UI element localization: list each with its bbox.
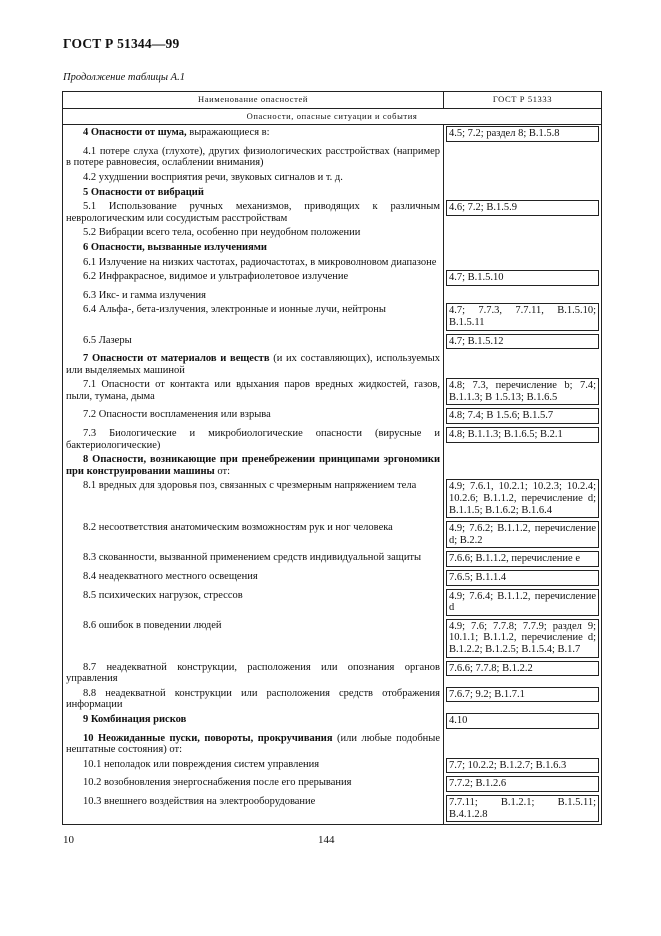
hazard-item-row (63, 269, 602, 288)
hazard-name-cell (63, 426, 444, 452)
standard-ref-cell (444, 520, 602, 550)
standard-ref-text: 4.8; 7.4; В 1.5.6; В.1.5.7 (446, 408, 599, 424)
hazard-item-text: 6.2 Инфракрасное, видимое и ультрафиолетовое излучение (83, 271, 349, 283)
standard-ref-text: 7.7.11; В.1.2.1; В.1.5.11; В.4.1.2.8 (446, 795, 599, 822)
hazard-item-row (63, 520, 602, 550)
standard-ref-text: 4.9; 7.6; 7.7.8; 7.7.9; раздел 9; 10.1.1; В.1.1.2, перечисление d; В.1.2.2; В.1.2.5; В.1.5.4; В.1.7 (446, 619, 599, 658)
hazard-group-row (63, 351, 602, 377)
hazard-name-cell (63, 144, 444, 170)
standard-ref-text: 4.7; 7.7.3, 7.7.11, В.1.5.10; В.1.5.11 (446, 303, 599, 330)
hazard-item-text: 10.1 неполадок или повреждения систем управления (83, 758, 320, 770)
column-header-hazard-name: Наименование опасностей (63, 92, 444, 109)
document-id: ГОСТ Р 51344—99 (63, 36, 180, 51)
standard-ref-cell (444, 569, 602, 588)
standard-ref-cell (444, 452, 602, 478)
hazard-item-text: 4.1 потере слуха (глухоте), других физиологических расстройствах (например в потере равновесия, ослаблении внимания) (66, 145, 440, 169)
hazard-name-cell (63, 757, 444, 776)
hazard-name-cell (63, 333, 444, 352)
hazard-group-row (63, 731, 602, 757)
hazard-item-row (63, 407, 602, 426)
hazard-name-cell (63, 240, 444, 255)
hazard-item-text: 7.3 Биологические и микробиологические опасности (вирусные и бактериологические) (66, 428, 440, 451)
hazard-name-cell (63, 686, 444, 712)
table-continuation-caption: Продолжение таблицы А.1 (63, 72, 185, 83)
hazard-group-row (63, 712, 602, 731)
hazard-group-title: 4 Опасности от шума, (83, 127, 187, 139)
hazard-item-text: 8.5 психических нагрузок, стрессов (83, 589, 243, 601)
hazard-group-row (63, 125, 602, 144)
standard-ref-cell (444, 550, 602, 569)
hazard-item-row (63, 144, 602, 170)
hazard-item-row (63, 478, 602, 520)
hazard-name-cell (63, 125, 444, 144)
standard-ref-cell (444, 351, 602, 377)
hazard-item-row (63, 426, 602, 452)
standard-ref-cell (444, 426, 602, 452)
hazard-name-cell (63, 588, 444, 618)
hazard-name-cell (63, 225, 444, 240)
hazard-item-text: 6.4 Альфа-, бета-излучения, электронные и ионные лучи, нейтроны (83, 304, 386, 316)
standard-ref-cell (444, 185, 602, 200)
standard-ref-cell (444, 240, 602, 255)
hazard-group-suffix: (или любые подобные нештатные состояния) от: (66, 732, 441, 756)
hazard-group-title: 5 Опасности от вибраций (83, 186, 204, 198)
hazard-name-cell (63, 199, 444, 225)
standard-ref-text: 4.9; 7.6.1, 10.2.1; 10.2.3; 10.2.4; 10.2.6; В.1.1.2, перечисление d; В.1.1.5; В.1.6.2; В.1.6.4 (446, 479, 599, 518)
standard-ref-cell (444, 199, 602, 225)
hazard-name-cell (63, 794, 444, 825)
standard-ref-text: 4.8; В.1.1.3; В.1.6.5; В.2.1 (446, 427, 599, 443)
hazard-name-cell (63, 407, 444, 426)
hazard-item-row (63, 550, 602, 569)
standard-ref-cell (444, 712, 602, 731)
table-body (63, 125, 602, 825)
standard-ref-cell (444, 170, 602, 185)
hazard-item-text: 5.2 Вибрации всего тела, особенно при неудобном положении (83, 227, 361, 239)
hazard-item-row (63, 255, 602, 270)
hazard-name-cell (63, 185, 444, 200)
hazard-item-text: 5.1 Использование ручных механизмов, приводящих к различным неврологическим или сосудистым расстройствам (66, 201, 440, 224)
hazard-item-text: 8.4 неадекватного местного освещения (83, 571, 258, 582)
standard-ref-cell (444, 731, 602, 757)
hazard-item-text: 4.2 ухудшении восприятия речи, звуковых сигналов и т. д. (83, 171, 343, 183)
hazard-item-text: 8.7 неадекватной конструкции, расположения или опознания органов управления (66, 661, 440, 685)
hazard-name-cell (63, 302, 444, 332)
hazard-item-text: 6.5 Лазеры (83, 334, 132, 346)
column-header-standard-ref: ГОСТ Р 51333 (444, 92, 602, 109)
hazard-group-row (63, 240, 602, 255)
standard-ref-cell (444, 269, 602, 288)
standard-ref-cell (444, 588, 602, 618)
hazard-group-row (63, 185, 602, 200)
hazard-item-text: 8.3 скованности, вызванной применением средств индивидуальной защиты (83, 552, 422, 564)
hazard-group-row (63, 452, 602, 478)
standard-ref-cell (444, 144, 602, 170)
hazard-item-text: 8.6 ошибок в поведении людей (83, 619, 222, 631)
hazard-item-row (63, 775, 602, 794)
hazard-item-row (63, 288, 602, 303)
standard-ref-text: 7.7.2; В.1.2.6 (446, 776, 599, 792)
standard-ref-cell (444, 288, 602, 303)
hazard-item-row (63, 170, 602, 185)
standard-ref-text: 7.6.5; В.1.1.4 (446, 570, 599, 586)
hazard-name-cell (63, 569, 444, 588)
hazard-item-text: 8.2 несоответствия анатомическим возможностям рук и ног человека (83, 522, 393, 534)
standard-ref-text: 4.6; 7.2; В.1.5.9 (446, 200, 599, 216)
hazard-name-cell (63, 478, 444, 520)
hazard-item-row (63, 333, 602, 352)
hazard-item-row (63, 757, 602, 776)
hazard-group-title: 9 Комбинация рисков (83, 713, 187, 725)
hazard-group-suffix: выражающиеся в: (186, 127, 270, 139)
hazard-name-cell (63, 452, 444, 478)
standard-ref-text: 4.7; В.1.5.12 (446, 334, 599, 350)
hazard-item-row (63, 199, 602, 225)
standard-ref-cell (444, 794, 602, 825)
standard-ref-text: 4.5; 7.2; раздел 8; В.1.5.8 (446, 126, 599, 142)
hazard-item-text: 7.2 Опасности воспламенения или взрыва (83, 409, 271, 421)
hazard-item-row (63, 225, 602, 240)
hazard-name-cell (63, 377, 444, 407)
standard-ref-cell (444, 377, 602, 407)
standard-ref-cell (444, 225, 602, 240)
hazard-item-row (63, 377, 602, 407)
standard-ref-text: 7.7; 10.2.2; В.1.2.7; В.1.6.3 (446, 758, 599, 774)
hazard-name-cell (63, 618, 444, 660)
hazard-name-cell (63, 351, 444, 377)
standard-ref-text: 4.8; 7.3, перечисление b; 7.4; В.1.1.3; В 1.5.13; В.1.6.5 (446, 378, 599, 405)
standard-ref-text: 7.6.6; В.1.1.2, перечисление е (446, 551, 599, 567)
hazard-name-cell (63, 170, 444, 185)
hazard-name-cell (63, 288, 444, 303)
standard-ref-cell (444, 775, 602, 794)
standard-ref-cell (444, 660, 602, 686)
hazard-item-row (63, 660, 602, 686)
hazard-item-row (63, 302, 602, 332)
hazard-item-row (63, 618, 602, 660)
hazard-item-text: 6.1 Излучение на низких частотах, радиочастотах, в микроволновом диапазоне (83, 256, 437, 268)
standard-ref-cell (444, 302, 602, 332)
category-header: Опасности, опасные ситуации и события (63, 108, 602, 125)
standard-ref-cell (444, 686, 602, 712)
hazard-item-row (63, 794, 602, 825)
standard-ref-cell (444, 478, 602, 520)
hazard-item-text: 6.3 Икс- и гамма излучения (83, 289, 206, 301)
hazard-item-text: 8.8 неадекватной конструкции или расположения средств отображения информации (66, 687, 440, 711)
hazard-item-row (63, 569, 602, 588)
hazard-group-title: 6 Опасности, вызванные излучениями (83, 241, 267, 253)
standard-ref-text: 7.6.7; 9.2; В.1.7.1 (446, 687, 599, 703)
hazard-name-cell (63, 660, 444, 686)
hazard-group-title: 8 Опасности, возникающие при пренебрежении принципами эргономики при конструировании машины (66, 454, 440, 477)
hazard-item-text: 10.3 внешнего воздействия на электрооборудование (83, 795, 316, 807)
hazard-name-cell (63, 255, 444, 270)
hazard-group-title: 10 Неожиданные пуски, повороты, прокручивания (83, 732, 333, 744)
hazard-group-suffix: (и их составляющих), используемых или выделяемых машиной (66, 353, 440, 376)
standard-ref-text: 4.9; 7.6.4; В.1.1.2, перечисление d (446, 589, 599, 616)
hazard-item-row (63, 588, 602, 618)
hazard-item-text: 8.1 вредных для здоровья поз, связанных с чрезмерным напряжением тела (83, 480, 417, 492)
standard-ref-cell (444, 255, 602, 270)
standard-ref-cell (444, 757, 602, 776)
standard-ref-text: 4.10 (446, 713, 599, 729)
hazard-name-cell (63, 520, 444, 550)
standard-ref-cell (444, 125, 602, 144)
hazard-name-cell (63, 269, 444, 288)
standard-ref-text: 4.9; 7.6.2; В.1.1.2, перечисление d; В.2.2 (446, 521, 599, 548)
standard-ref-cell (444, 618, 602, 660)
hazard-item-row (63, 686, 602, 712)
standard-ref-text: 4.7; В.1.5.10 (446, 270, 599, 286)
hazard-group-suffix: от: (214, 465, 230, 477)
sheet-number: 144 (318, 834, 335, 846)
standard-ref-cell (444, 407, 602, 426)
hazard-group-title: 7 Опасности от материалов и веществ (83, 353, 270, 365)
hazards-table (62, 91, 602, 825)
hazard-name-cell (63, 731, 444, 757)
hazard-item-text: 10.2 возобновления энергоснабжения после его прерывания (83, 777, 352, 789)
hazard-item-text: 7.1 Опасности от контакта или вдыхания паров вредных жидкостей, газов, пыли, тумана, дыма (66, 379, 440, 402)
page-number: 10 (63, 834, 74, 846)
hazard-name-cell (63, 712, 444, 731)
standard-ref-cell (444, 333, 602, 352)
hazard-name-cell (63, 550, 444, 569)
standard-ref-text: 7.6.6; 7.7.8; В.1.2.2 (446, 661, 599, 677)
hazard-name-cell (63, 775, 444, 794)
